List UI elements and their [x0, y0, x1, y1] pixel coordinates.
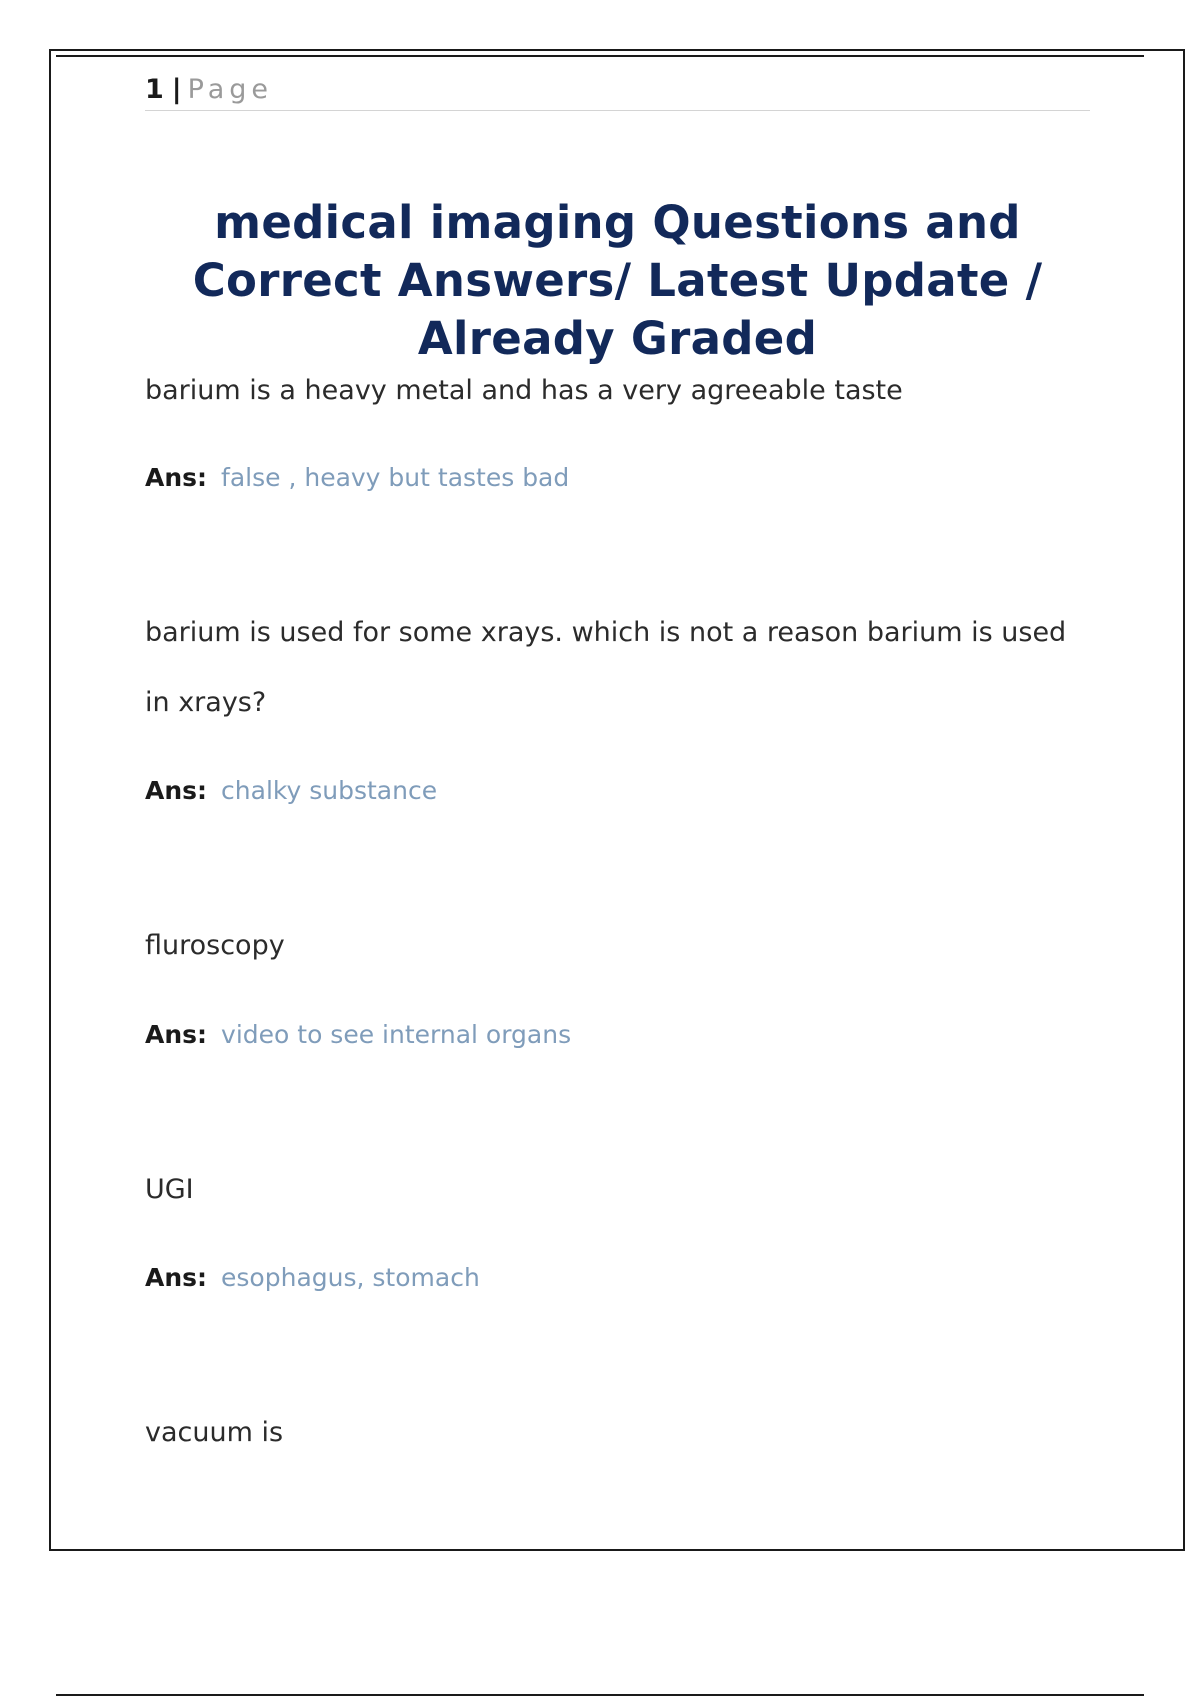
- qa-item: [145, 1398, 1090, 1468]
- question-text: UGI: [145, 1174, 194, 1205]
- answer-row: [145, 1017, 1090, 1053]
- answer-text: esophagus, stomach: [221, 1263, 480, 1292]
- answer-row: [145, 460, 1090, 496]
- qa-item: [145, 598, 1090, 738]
- answer-text: video to see internal organs: [221, 1020, 572, 1049]
- top-rule: [56, 55, 1144, 57]
- bottom-rule: [56, 1694, 1144, 1696]
- answer-text-row: [145, 460, 1090, 496]
- qa-item: [145, 356, 1090, 426]
- answer-text: false , heavy but tastes bad: [221, 463, 570, 492]
- answer-row: [145, 773, 1090, 809]
- question-text: barium is a heavy metal and has a very agreeable taste: [145, 375, 903, 406]
- answer-text: chalky substance: [221, 776, 438, 805]
- answer-label: Ans:: [145, 1263, 208, 1292]
- question-text: barium is used for some xrays. which is not a reason barium is used in xrays?: [145, 617, 1067, 718]
- answer-text-row: [145, 1260, 1090, 1296]
- qa-item: [145, 911, 1090, 981]
- answer-text-row: [145, 1017, 1090, 1053]
- page-header: [145, 72, 1090, 111]
- page-separator: |: [171, 74, 182, 105]
- answer-row: [145, 1260, 1090, 1296]
- page-number: 1: [145, 74, 164, 105]
- answer-label: Ans:: [145, 776, 208, 805]
- document-title: medical imaging Questions and Correct Answers/ Latest Update / Already Graded: [192, 196, 1043, 365]
- answer-text-row: [145, 773, 1090, 809]
- qa-item: [145, 1155, 1090, 1225]
- page-label: Page: [187, 74, 274, 105]
- question-text: fluroscopy: [145, 930, 285, 961]
- answer-label: Ans:: [145, 463, 208, 492]
- question-text: vacuum is: [145, 1417, 284, 1448]
- answer-label: Ans:: [145, 1020, 208, 1049]
